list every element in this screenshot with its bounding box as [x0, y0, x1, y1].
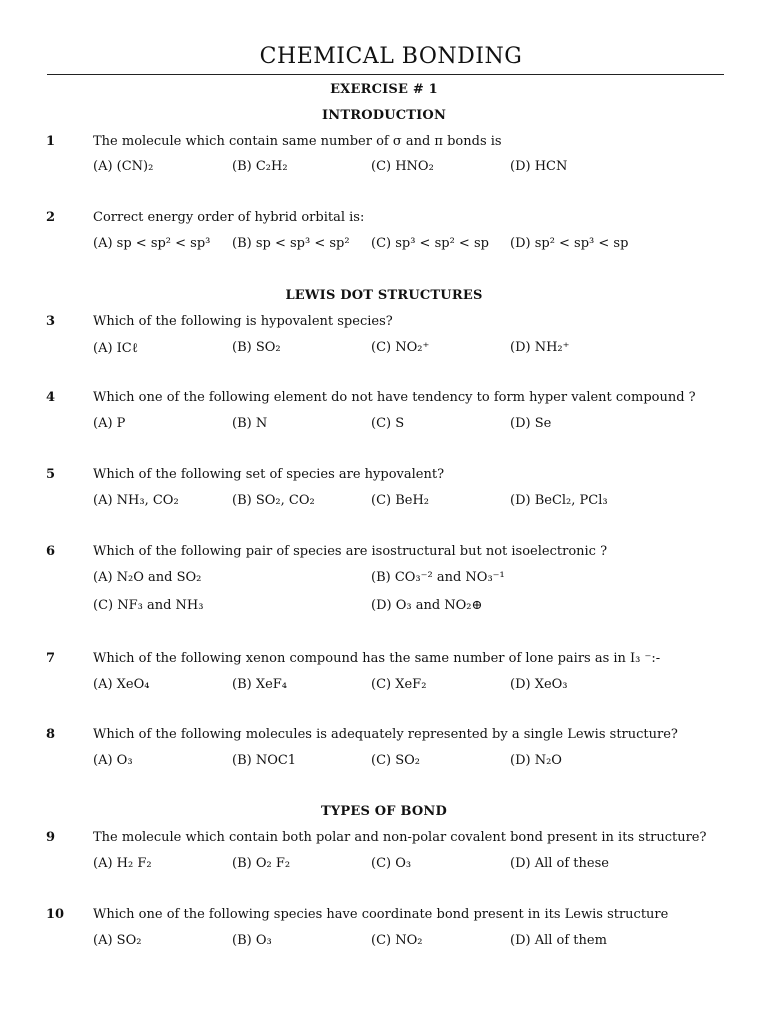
option-d: (D) XeO₃: [510, 677, 568, 692]
options-row-9: [0, 856, 768, 874]
question-number: 9: [46, 830, 56, 845]
option-c: (C) O₃: [371, 856, 412, 871]
question-text: Which of the following molecules is adequately represented by a single Lewis structure?: [93, 727, 678, 742]
section-heading-lewis: LEWIS DOT STRUCTURES: [285, 288, 483, 303]
option-d: (D) All of these: [510, 856, 609, 871]
option-a: (A) H₂ F₂: [93, 856, 152, 871]
question-number: 2: [46, 210, 56, 225]
question-text: Which of the following is hypovalent species?: [93, 314, 393, 329]
option-a: (A) (CN)₂: [93, 159, 154, 174]
option-a: (A) XeO₄: [93, 677, 150, 692]
question-number: 3: [46, 314, 56, 329]
option-a: (A) ICℓ: [93, 341, 138, 356]
option-d: (D) All of them: [510, 933, 607, 948]
question-number: 4: [46, 390, 56, 405]
question-text: Correct energy order of hybrid orbital is:: [93, 210, 365, 225]
option-d: (D) N₂O: [510, 753, 562, 768]
option-c: (C) S: [371, 416, 405, 431]
option-c: (C) XeF₂: [371, 677, 427, 692]
option-c: (C) NO₂⁺: [371, 340, 430, 355]
option-c: (C) NF₃ and NH₃: [93, 598, 204, 613]
question-text: The molecule which contain same number of σ and π bonds is: [93, 134, 502, 149]
option-b: (B) SO₂: [232, 340, 281, 355]
title-divider: [47, 74, 724, 75]
option-b: (B) O₂ F₂: [232, 856, 291, 871]
options-row-7: [0, 677, 768, 695]
section-heading-types: TYPES OF BOND: [321, 804, 447, 819]
option-a: (A) sp < sp² < sp³: [93, 236, 211, 251]
option-b: (B) XeF₄: [232, 677, 288, 692]
option-d: (D) NH₂⁺: [510, 340, 570, 355]
option-a: (A) SO₂: [93, 933, 142, 948]
option-c: (C) NO₂: [371, 933, 423, 948]
options-row-6a: [0, 570, 768, 588]
option-b: (B) SO₂, CO₂: [232, 493, 315, 508]
options-row-4: [0, 416, 768, 434]
option-c: (C) BeH₂: [371, 493, 430, 508]
option-d: (D) O₃ and NO₂⊕: [371, 598, 483, 613]
option-d: (D) Se: [510, 416, 552, 431]
section-heading-introduction: INTRODUCTION: [321, 108, 447, 123]
option-a: (A) O₃: [93, 753, 133, 768]
option-c: (C) sp³ < sp² < sp: [371, 236, 489, 251]
option-d: (D) BeCl₂, PCl₃: [510, 493, 608, 508]
options-row-5: [0, 493, 768, 511]
options-row-10: [0, 933, 768, 951]
question-text: Which one of the following element do not have tendency to form hyper valent compound ?: [93, 390, 696, 405]
question-number: 10: [46, 907, 65, 922]
options-row-3: [0, 340, 768, 358]
question-text: Which one of the following species have coordinate bond present in its Lewis structure: [93, 907, 669, 922]
question-number: 8: [46, 727, 56, 742]
option-b: (B) CO₃⁻² and NO₃⁻¹: [371, 570, 505, 585]
option-a: (A) P: [93, 416, 126, 431]
question-text: Which of the following xenon compound has the same number of lone pairs as in I₃ ⁻:-: [93, 651, 661, 666]
option-c: (C) SO₂: [371, 753, 420, 768]
question-text: Which of the following set of species are hypovalent?: [93, 467, 445, 482]
question-number: 5: [46, 467, 56, 482]
option-b: (B) C₂H₂: [232, 159, 288, 174]
option-b: (B) sp < sp³ < sp²: [232, 236, 350, 251]
exercise-heading: EXERCISE # 1: [330, 82, 438, 97]
option-b: (B) NOC1: [232, 753, 297, 768]
page-title: CHEMICAL BONDING: [259, 44, 523, 69]
option-b: (B) N: [232, 416, 268, 431]
options-row-2: [0, 236, 768, 254]
option-d: (D) HCN: [510, 159, 568, 174]
option-a: (A) N₂O and SO₂: [93, 570, 202, 585]
question-number: 6: [46, 544, 56, 559]
option-d: (D) sp² < sp³ < sp: [510, 236, 629, 251]
option-c: (C) HNO₂: [371, 159, 434, 174]
option-a: (A) NH₃, CO₂: [93, 493, 179, 508]
question-text: The molecule which contain both polar and non-polar covalent bond present in its structure?: [93, 830, 707, 845]
question-number: 1: [46, 134, 56, 149]
options-row-6b: [0, 598, 768, 616]
question-number: 7: [46, 651, 56, 666]
question-text: Which of the following pair of species are isostructural but not isoelectronic ?: [93, 544, 608, 559]
option-b: (B) O₃: [232, 933, 272, 948]
options-row-8: [0, 753, 768, 771]
options-row-1: [0, 159, 768, 177]
